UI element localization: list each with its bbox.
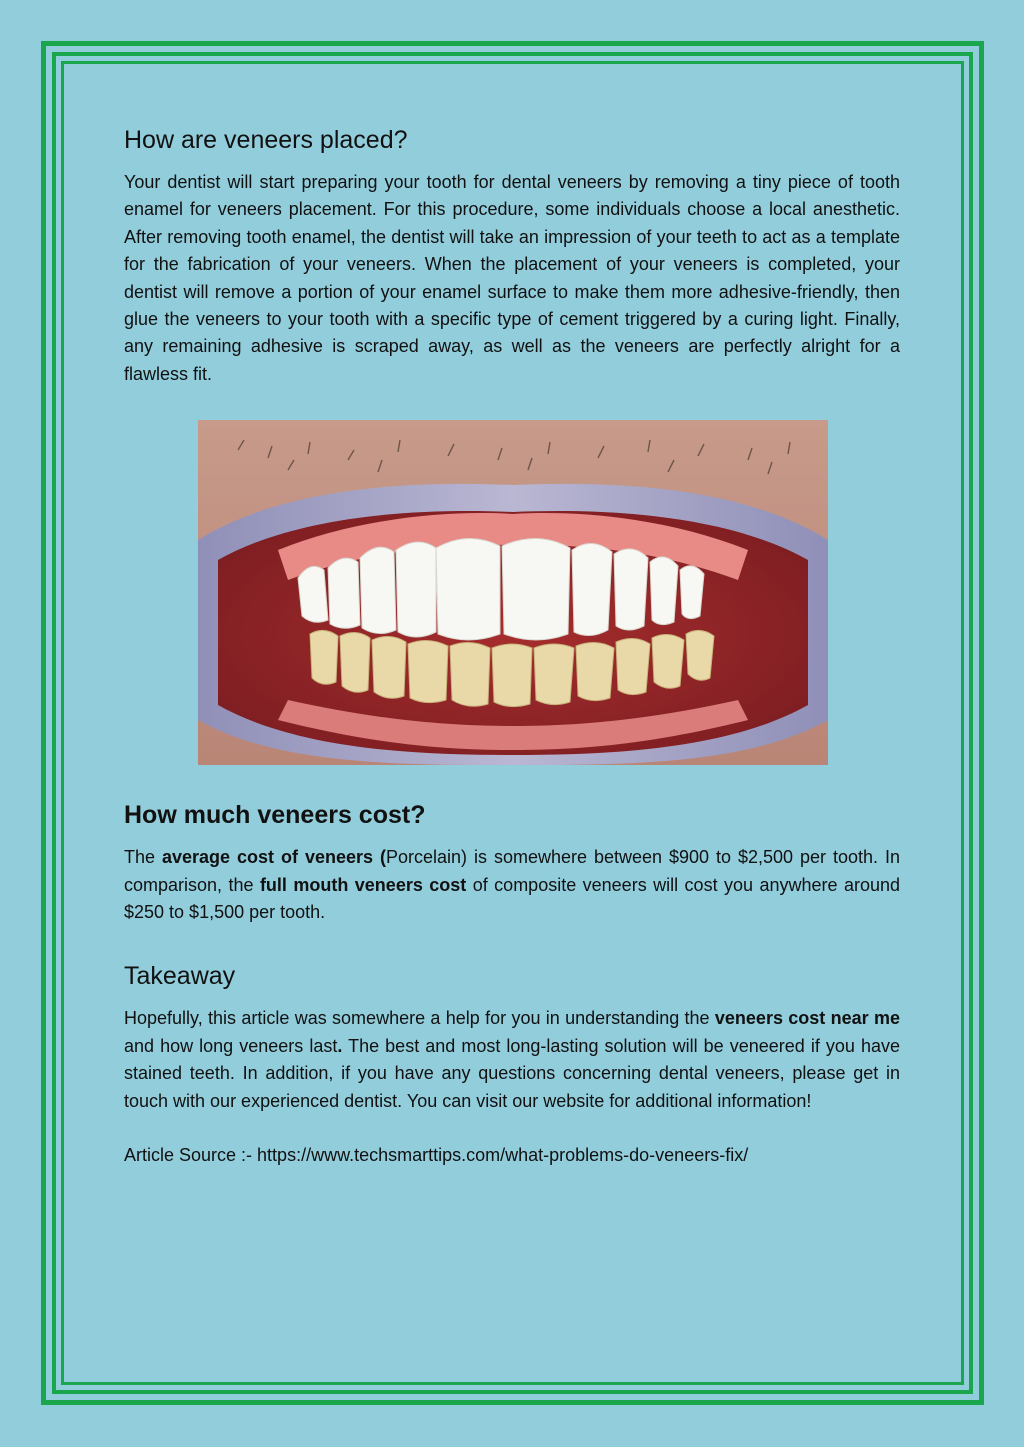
takeaway-bold-2: . bbox=[337, 1035, 343, 1056]
heading-veneers-cost: How much veneers cost? bbox=[124, 801, 426, 830]
cost-bold-2: full mouth veneers cost bbox=[259, 874, 467, 895]
paragraph-takeaway bbox=[124, 1005, 900, 1115]
cost-text-3: of composite veneers will cost you anywhere around $250 to $1,500 per tooth. bbox=[124, 874, 900, 923]
smile-veneers-photo bbox=[198, 420, 828, 765]
article-source: Article Source :- https://www.techsmarttips.com/what-problems-do-veneers-fix/ bbox=[124, 1145, 749, 1166]
paragraph-cost bbox=[124, 844, 900, 926]
takeaway-text-1: Hopefully, this article was somewhere a help for you in understanding the bbox=[124, 1008, 715, 1029]
cost-text-1: The bbox=[124, 847, 162, 868]
takeaway-text-2: and how long veneers last bbox=[124, 1035, 338, 1056]
heading-takeaway: Takeaway bbox=[124, 962, 236, 991]
takeaway-text-3: The best and most long-lasting solution will be veneered if you have stained teeth. In addition, if you have any questions concerning dental veneers, please get in touch with our experienced dentist. You can visit our website for additional information! bbox=[124, 1035, 900, 1111]
cost-bold-1: average cost of veneers ( bbox=[162, 847, 386, 868]
paragraph-placement: Your dentist will start preparing your tooth for dental veneers by removing a tiny piece of tooth enamel for veneers placement. For this procedure, some individuals choose a local anesthetic. After removing tooth enamel, the dentist will take an impression of your teeth to act as a template for the fabrication of your veneers. When the placement of your veneers is completed, your dentist will remove a portion of your enamel surface to make them more adhesive-friendly, then glue the veneers to your tooth with a specific type of cement triggered by a curing light. Finally, any remaining adhesive is scraped away, as well as the veneers are perfectly alright for a flawless fit. bbox=[124, 172, 900, 384]
cost-text-2: Porcelain) is somewhere between $900 to $2,500 per tooth. In comparison, the bbox=[124, 847, 901, 895]
article-content bbox=[124, 122, 900, 1170]
takeaway-bold-1: veneers cost near me bbox=[714, 1008, 900, 1029]
heading-veneers-placed: How are veneers placed? bbox=[124, 126, 408, 154]
